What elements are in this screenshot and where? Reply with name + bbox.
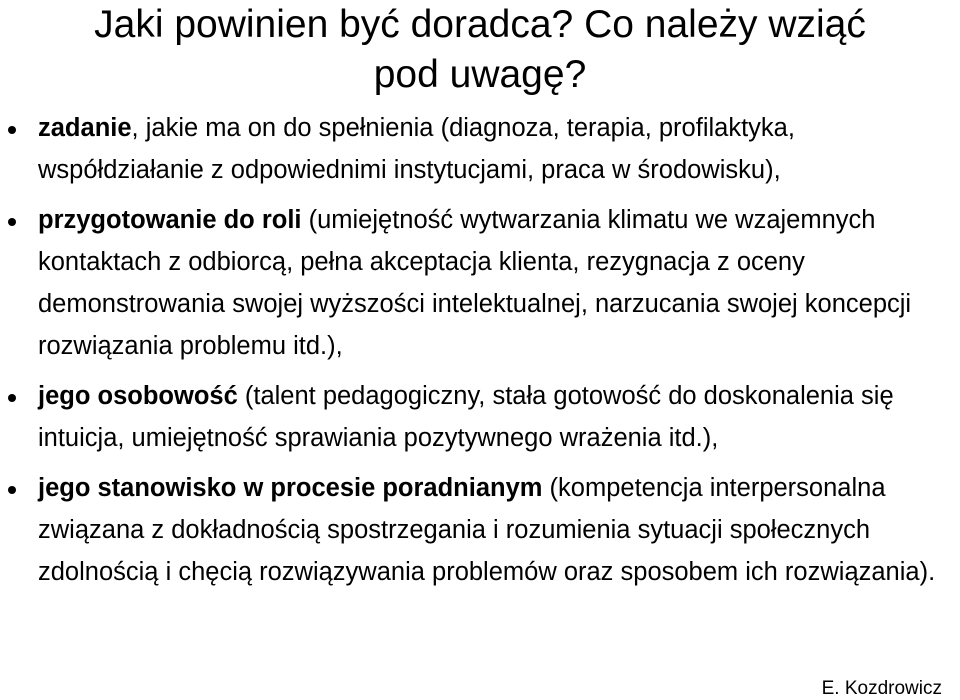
bullet-item-przygotowanie [0,199,960,367]
bullet-bold-text: jego osobowość [38,382,238,410]
bullet-dot-icon [8,394,16,402]
bullet-bold-text: zadanie [38,114,132,142]
author-credit: E. Kozdrowicz [821,678,942,699]
bullet-item-zadanie [0,107,960,191]
bullet-dot-icon [8,486,16,494]
bullet-text: , jakie ma on do spełnienia (diagnoza, terapia, profilaktyka, współdziałanie z odpowiednimi instytucjami, praca w środowisku), [38,114,795,184]
bullet-text: (kompetencja interpersonalna związana z dokładnością spostrzegania i rozumienia sytuacji społecznych zdolnością i chęcią rozwiązywania problemów oraz sposobem ich rozwiązania). [38,474,936,586]
bullet-dot-icon [8,126,16,134]
bullet-item-stanowisko [0,467,960,593]
bullet-bold-text: przygotowanie do roli [38,206,302,234]
bullet-text: (umiejętność wytwarzania klimatu we wzajemnych kontaktach z odbiorcą, pełna akceptacja klienta, rezygnacja z oceny demonstrowania swojej wyższości intelektualnej, narzucania swojej koncepcji rozwiązania problemu itd.), [38,206,912,360]
bullet-list [0,107,960,601]
slide-title-line-2: pod uwagę? [373,53,587,96]
bullet-item-osobowosc [0,375,960,459]
bullet-text: (talent pedagogiczny, stała gotowość do doskonalenia się intuicja, umiejętność sprawiania pozytywnego wrażenia itd.), [38,382,894,452]
slide-title [20,0,940,100]
bullet-dot-icon [8,218,16,226]
bullet-bold-text: jego stanowisko w procesie poradnianym [38,474,543,502]
slide-title-line-1: Jaki powinien być doradca? Co należy wziąć [94,3,866,46]
